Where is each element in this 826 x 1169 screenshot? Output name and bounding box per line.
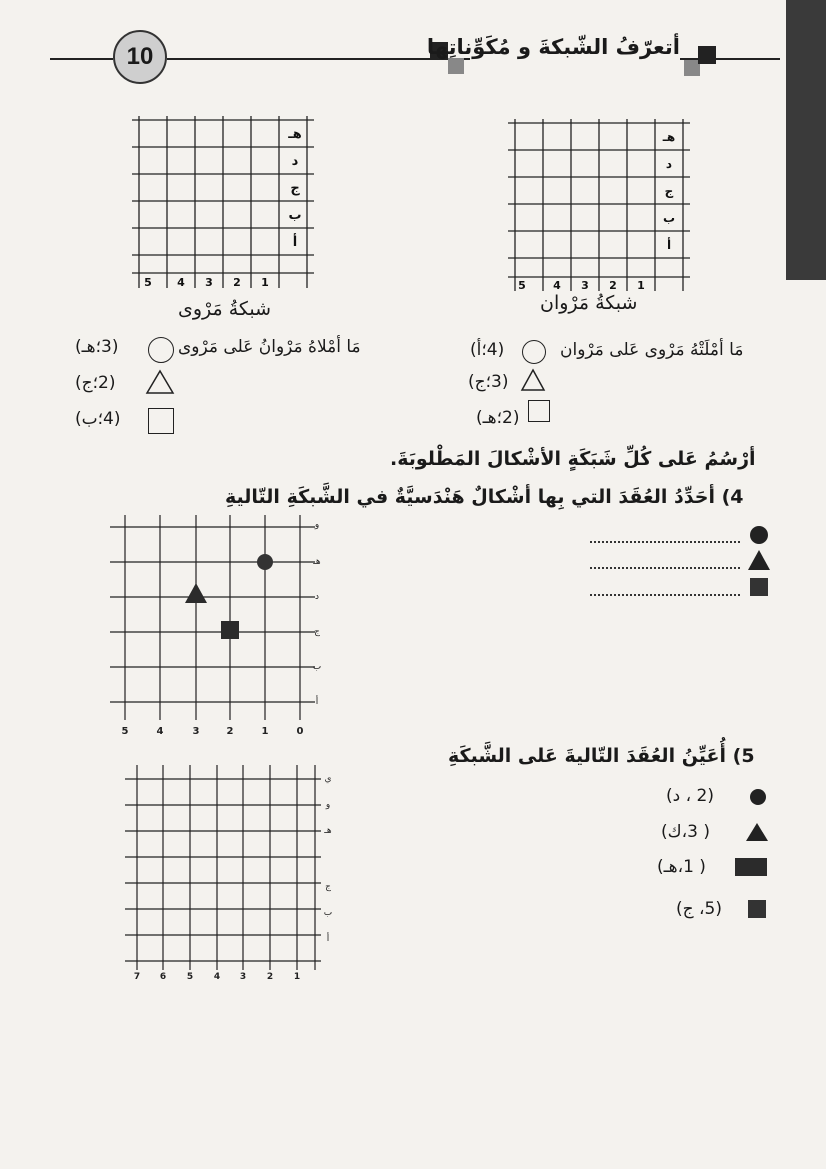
- page-title: أتعرّفُ الشّبكةَ و مُكَوِّناتِها: [426, 35, 680, 59]
- answer-line[interactable]: [590, 594, 740, 596]
- marwan-grid: [505, 113, 700, 298]
- col-label: 5: [121, 726, 129, 737]
- row-label: د: [665, 157, 673, 171]
- row-label: ب: [323, 908, 333, 918]
- row-label: هـ: [288, 127, 302, 142]
- row-label: أ: [315, 697, 319, 707]
- col-label: 4: [213, 972, 221, 982]
- col-label: 2: [266, 972, 274, 982]
- q5-item-triangle: ( 3،ك): [661, 822, 711, 842]
- col-label: 3: [205, 276, 213, 289]
- marwan-prompt: مَا أمْلَتْهُ مَرْوى عَلى مَرْوان: [560, 340, 744, 360]
- square-icon: [148, 408, 174, 434]
- marwa-item-circle: (3؛هـ): [75, 337, 119, 357]
- col-label: 5: [144, 276, 152, 289]
- row-label: أ: [292, 235, 298, 250]
- filled-triangle-icon: [745, 822, 769, 842]
- marwan-item-circle: (4؛أ): [470, 340, 505, 360]
- col-label: 4: [177, 276, 185, 289]
- row-label: أ: [326, 934, 330, 944]
- row-label: و: [325, 800, 331, 810]
- row-label: هـ: [313, 557, 321, 567]
- col-label: 1: [293, 972, 301, 982]
- answer-line[interactable]: [590, 567, 740, 569]
- square-icon: [528, 400, 550, 422]
- triangle-icon: [145, 369, 175, 395]
- triangle-icon: [520, 368, 546, 392]
- row-label: ج: [314, 627, 320, 637]
- q5-item-circle: (2 ، د): [666, 786, 714, 806]
- shape-circle: [257, 554, 273, 570]
- circle-icon: [148, 337, 174, 363]
- col-label: 3: [239, 972, 247, 982]
- marwan-item-square: (2؛هـ): [476, 408, 520, 428]
- row-label: ي: [324, 774, 332, 784]
- q5-grid: [125, 765, 335, 985]
- q4-grid: [110, 515, 330, 740]
- instruction-text: أرْسُمُ عَلى كُلِّ شَبَكَةٍ الأشْكالَ المَطْلوبَةَ.: [390, 448, 756, 470]
- circle-icon: [522, 340, 546, 364]
- col-label: 0: [296, 726, 304, 737]
- row-label: ب: [288, 208, 302, 223]
- header-square-icon: [448, 58, 464, 74]
- row-label: ج: [664, 184, 674, 198]
- filled-circle-icon: [750, 526, 768, 544]
- col-label: 4: [553, 279, 561, 292]
- row-label: ج: [325, 882, 331, 892]
- header-square-icon: [698, 46, 716, 64]
- row-label: و: [314, 520, 320, 530]
- col-label: 5: [186, 972, 194, 982]
- row-label: ب: [312, 662, 322, 672]
- shape-square: [221, 621, 239, 639]
- page-number: 10: [126, 43, 154, 70]
- row-label: ج: [290, 181, 300, 196]
- filled-square-icon: [748, 900, 766, 918]
- col-label: 7: [133, 972, 141, 982]
- col-label: 3: [581, 279, 589, 292]
- row-label: أ: [666, 238, 672, 252]
- marwan-grid-caption: شبكةُ مَرْوان: [540, 292, 638, 314]
- col-label: 1: [637, 279, 645, 292]
- row-label: ب: [662, 211, 676, 225]
- filled-circle-icon: [750, 789, 766, 805]
- row-label: د: [291, 154, 299, 169]
- marwa-grid-caption: شبكةُ مَرْوى: [178, 298, 272, 320]
- filled-triangle-icon: [747, 549, 771, 571]
- col-label: 1: [261, 276, 269, 289]
- answer-line[interactable]: [590, 541, 740, 543]
- filled-rectangle-icon: [735, 858, 767, 876]
- q5-item-square: (5، ج): [676, 899, 722, 919]
- header-rule-left: [50, 58, 113, 60]
- filled-square-icon: [750, 578, 768, 596]
- shape-triangle: [185, 583, 207, 603]
- q5-item-rectangle: ( 1،هـ): [657, 857, 706, 877]
- row-label: د: [314, 592, 320, 602]
- q4-title: 4) أحَدِّدُ العُقَدَ التي بِها أشْكالٌ هَنْدَسيَّةٌ في الشَّبكَةِ التّاليةِ: [225, 486, 744, 508]
- page-edge-strip: [786, 0, 826, 280]
- row-label: هـ: [662, 130, 676, 144]
- marwa-item-triangle: (2؛ج): [75, 373, 116, 393]
- col-label: 2: [226, 726, 234, 737]
- marwan-item-triangle: (3؛ج): [468, 372, 509, 392]
- marwa-prompt: مَا أمْلاهُ مَرْوانُ عَلى مَرْوى: [178, 337, 361, 357]
- col-label: 5: [518, 279, 526, 292]
- col-label: 6: [159, 972, 167, 982]
- page-number-badge: [113, 30, 167, 84]
- row-label: هـ: [324, 826, 332, 836]
- col-label: 1: [261, 726, 269, 737]
- q5-title: 5) أُعَيِّنُ العُقَدَ التّاليةَ عَلى الشَّبكَةِ: [448, 745, 755, 767]
- marwa-item-square: (4؛ب): [75, 409, 121, 429]
- marwa-grid: [130, 111, 320, 294]
- header-rule-middle: [167, 58, 470, 60]
- col-label: 3: [192, 726, 200, 737]
- col-label: 2: [609, 279, 617, 292]
- col-label: 4: [156, 726, 164, 737]
- col-label: 2: [233, 276, 241, 289]
